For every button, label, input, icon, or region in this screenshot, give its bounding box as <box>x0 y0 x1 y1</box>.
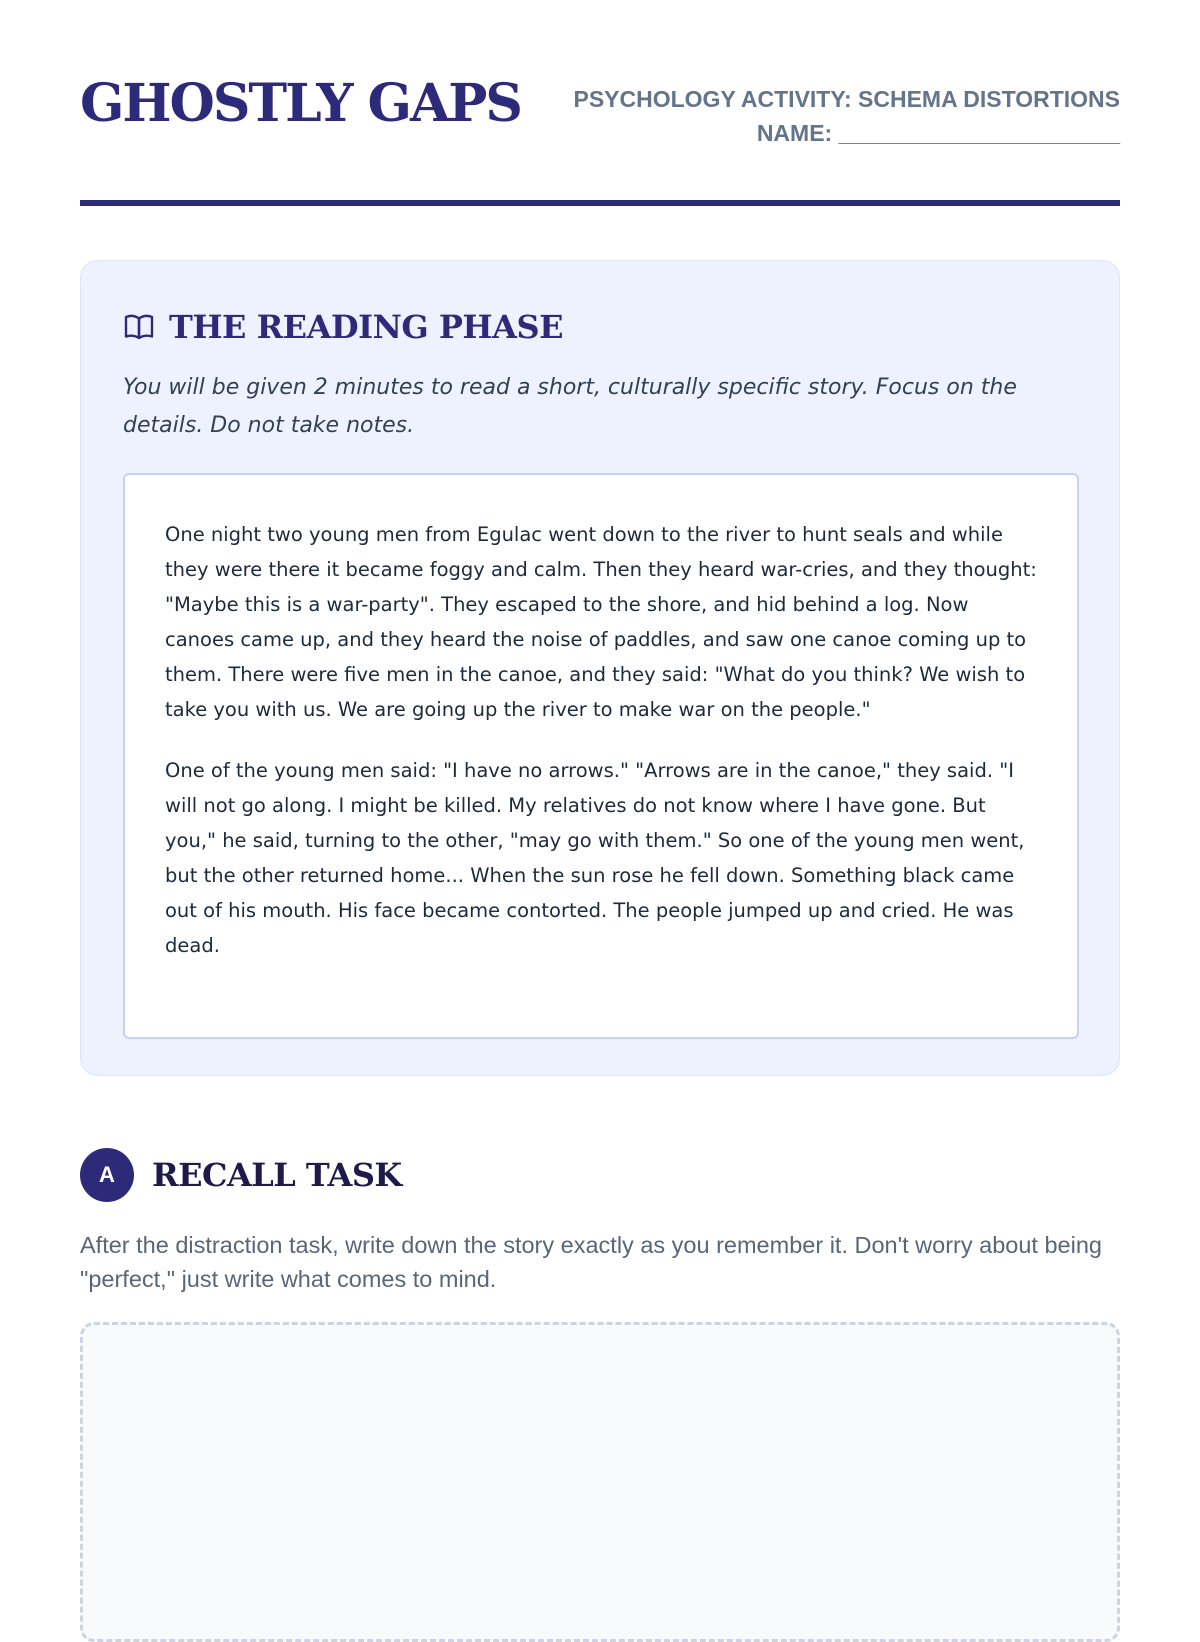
header-divider <box>80 200 1120 206</box>
name-field-line: NAME: ______________________ <box>756 120 1120 146</box>
recall-task-title: RECALL TASK <box>152 1156 402 1194</box>
open-book-icon <box>123 313 155 341</box>
recall-task-heading <box>80 1148 402 1202</box>
recall-answer-area[interactable] <box>80 1322 1120 1642</box>
story-paragraph-1: One night two young men from Egulac went down to the river to hunt seals and while they were there it became foggy and calm. Then they heard war-cries, and they thought: "Maybe this is a war-party". They escaped to the shore, and hid behind a log. Now canoes came up, and they heard the noise of paddles, and saw one canoe coming up to them. There were five men in the canoe, and they said: "What do you think? We wish to take you with us. We are going up the river to make war on the people." <box>165 523 1037 721</box>
section-badge: A <box>80 1148 134 1202</box>
worksheet-header <box>80 70 1120 150</box>
reading-phase-title: THE READING PHASE <box>169 308 563 346</box>
reading-phase-heading <box>123 307 563 347</box>
reading-phase-card <box>80 260 1120 1076</box>
reading-instructions: You will be given 2 minutes to read a short, culturally specific story. Focus on the details. Do not take notes. <box>123 375 1017 438</box>
story-text-box <box>123 473 1079 1039</box>
header-meta <box>573 82 1120 150</box>
recall-task-instructions: After the distraction task, write down the story exactly as you remember it. Don't worry about being "perfect," just write what comes to mind. <box>80 1232 1102 1292</box>
activity-label: PSYCHOLOGY ACTIVITY: SCHEMA DISTORTIONS <box>573 86 1120 112</box>
story-paragraph-2: One of the young men said: "I have no arrows." "Arrows are in the canoe," they said. "I will not go along. I might be killed. My relatives do not know where I have gone. But you," he said, turning to the other, "may go with them." So one of the young men went, but the other returned home... When the sun rose he fell down. Something black came out of his mouth. His face became contorted. The people jumped up and cried. He was dead. <box>165 759 1025 957</box>
worksheet-title: GHOSTLY GAPS <box>80 73 521 134</box>
